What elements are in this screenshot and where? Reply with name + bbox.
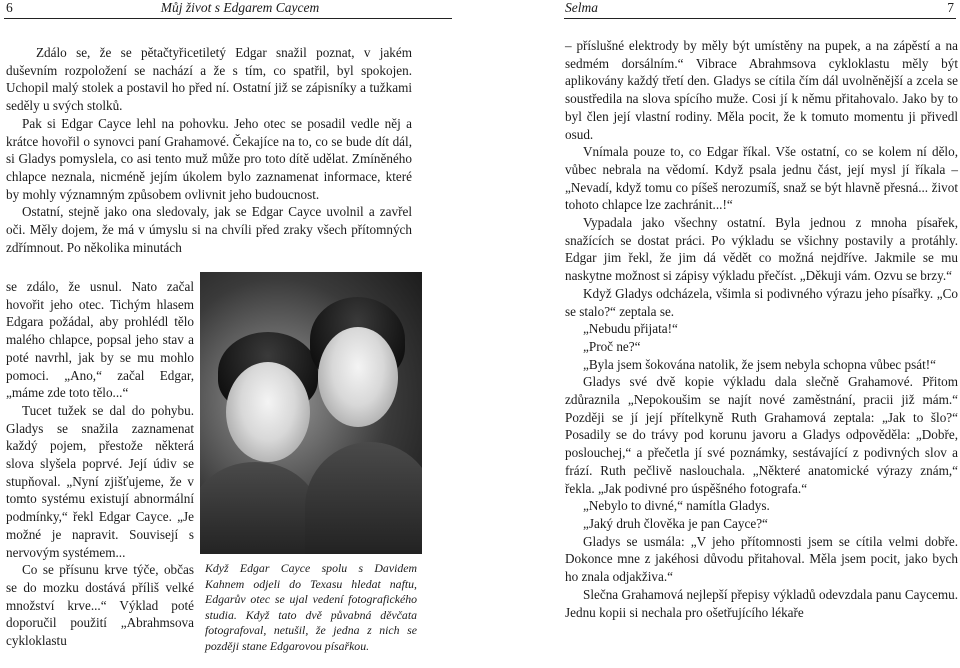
paragraph: Zdálo se, že se pětačtyřicetiletý Edgar snažil poznat, v jakém duševním rozpoložení se nachází a že s tím, co spatřil, byl spokojen. Uchopil malý stolek a postavil ho před ní. Ostatní již se zápisníky a tužkami seděly u svých stolků. [6, 45, 412, 114]
text-column [565, 37, 958, 621]
page-number: 6 [6, 0, 13, 15]
paragraph: Gladys se usmála: „V jeho přítomnosti jsem se cítila velmi dobře. Dokonce mne z jakéhosi důvodu přitahoval. Měla jsem pocit, jako bych ho znala odjakživa.“ [565, 533, 958, 585]
paragraph: Když Gladys odcházela, všimla si podivného výrazu jeho písařky. „Co se stalo?“ zeptala se. [565, 285, 958, 319]
paragraph: Gladys své dvě kopie výkladu dala slečně Grahamové. Přitom zdůraznila „Nepokoušim se najít nové zaměstnání, pracii již mám.“ Později se jí její přítelkyně Ruth Grahamová zeptala: „Jak to šlo?“ Posadily se do trávy pod korunu javoru a Gladys odpověděla: „Dobře, poslouchej,“ a přečetla jí své poznámky, sestávající z podivných slov a frází. Ruth pečlivě naslouchala. „Některé anatomické výrazy znám,“ řekla. „Jak podivné pro úspěšného fotografa.“ [565, 374, 958, 496]
photo-caption: Když Edgar Cayce spolu s Davidem Kahnem odjeli do Texasu hledat naftu, Edgarův otec se ujal vedení fotografického studia. Když tato dvě půvabná děvčata fotografoval, netušil, že jedna z nich se později stane Edgarovou písařkou. [205, 561, 417, 653]
paragraph: Pak si Edgar Cayce lehl na pohovku. Jeho otec se posadil vedle něj a krátce hovořil o synovci paní Grahamové. Čekajíce na to, co se bude dít dál, si Gladys pomyslela, co asi tento muž může pro toto dítě udělat. Zmíněného chlapce neznala, nicméně jejím úkolem bylo zaznamenat informace, které by mohly významným způsobem ovlivnit jeho budoucnost. [6, 115, 412, 202]
paragraph: Vypadala jako všechny ostatní. Byla jednou z mnoha písařek, snažících se dostat práci. Po výkladu se všichny postavily a protáhly. Edgar jim řekl, že jim dá vědět co možná nejdříve. Jakmile se mu naskytne možnost si zápisy výkladu přečíst. „Děkuji vám. Ozvu se brzy.“ [565, 215, 958, 284]
paragraph: se zdálo, že usnul. Nato začal hovořit jeho otec. Tichým hlasem Edgara požádal, aby prohlédl tělo malého chlapce, popsal jeho stav a poté navrhl, jak by se mu mohlo pomoci. „Ano,“ začal Edgar, „máme zde toto tělo...“ [6, 279, 194, 401]
paragraph: Ostatní, stejně jako ona sledovaly, jak se Edgar Cayce uvolnil a zavřel oči. Měly dojem, že má v úmyslu si na chvíli před zraky všech přítomných zdřímnout. Po několika minutách [6, 204, 412, 255]
paragraph: Vnímala pouze to, co Edgar říkal. Vše ostatní, co se kolem ní dělo, vůbec nebrala na vědomí. Když psala jednu část, její mysl jí říkala – „Nevadí, když tomu co píšeš nerozumíš, snaž se být hlavně přesná... život tohoto chlapce lze zachránit...!“ [565, 144, 958, 213]
paragraph: „Proč ne?“ [583, 338, 641, 354]
paragraph: „Byla jsem šokována natolik, že jsem nebyla schopna vůbec psát!“ [583, 356, 937, 372]
paragraph: Slečna Grahamová nejlepší přepisy výkladů odevzdala panu Caycemu. Jednu kopii si nechala pro ošetřujícího lékaře [565, 586, 958, 620]
header-rule [564, 18, 956, 19]
paragraph: – příslušné elektrody by měly být umístěny na pupek, a na zápěstí a na sedmém dorsálním.“ Vibrace Abrahmsova cykloklastu měly být aplikovány každý třetí den. Gladys se cítila čím dál uvolněnější a zcela se soustředila na slova spícího muže. Cosi jí k němu přitahovalo. Jako by to byl člen její vlastní rodiny. Měla pocit, že k tomuto momentu ji přivedl osud. [565, 38, 958, 142]
paragraph: Tucet tužek se dal do pohybu. Gladys se snažila zaznamenat každý pojem, přestože některá slova slyšela poprvé. Její údiv se stupňoval. „Nyní zjišťujeme, že v tomto systému existují abnormální podmínky,“ řekl Edgar Cayce. „Je možné je napravit. Souvisejí s nervovým systémem... [6, 402, 194, 560]
paragraph: „Nebylo to divné,“ namítla Gladys. [583, 498, 770, 514]
running-title: Můj život s Edgarem Caycem [160, 0, 320, 15]
paragraph: „Nebudu přijata!“ [583, 321, 678, 337]
paragraph: Co se přísunu krve týče, občas se do mozku dostává příliš velké množství krve...“ Výklad poté doporučil použití „Abrahmsova cykloklastu [6, 562, 194, 649]
paragraph: „Jaký druh člověka je pan Cayce?“ [583, 515, 768, 531]
running-title: Selma [565, 0, 598, 15]
page-number: 7 [947, 0, 954, 15]
